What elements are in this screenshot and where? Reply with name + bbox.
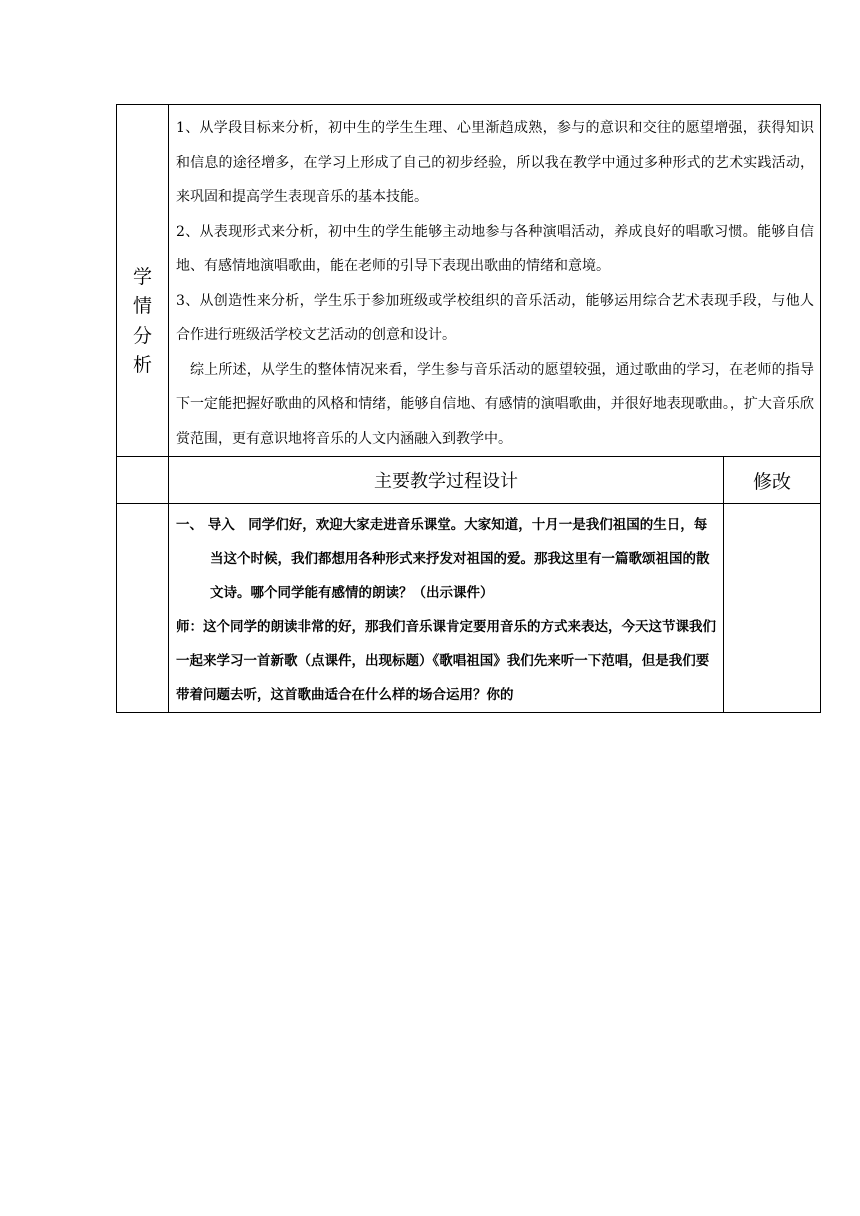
lesson-plan-table bbox=[116, 104, 821, 713]
process-paragraph-teacher: 师：这个同学的朗读非常的好，那我们音乐课肯定要用音乐的方式来表达，今天这节课我们一起来学习一首新歌（点课件，出现标题）《歌唱祖国》我们先来听一下范唱，但是我们要带着问题去听，这首歌曲适合在什么样的场合运用？你的 bbox=[176, 619, 716, 703]
process-header-row bbox=[117, 457, 821, 504]
revise-title: 修改 bbox=[752, 470, 791, 493]
student-analysis-content bbox=[169, 105, 821, 457]
process-title-cell bbox=[169, 457, 724, 504]
revise-title-cell bbox=[724, 457, 821, 504]
revise-content-cell bbox=[724, 504, 821, 713]
label-char: 分 bbox=[132, 324, 152, 347]
header-empty-cell bbox=[117, 457, 169, 504]
student-analysis-label bbox=[117, 105, 169, 457]
analysis-paragraph-2: 2、从表现形式来分析，初中生的学生能够主动地参与各种演唱活动，养成良好的唱歌习惯。能够自信地、有感情地演唱歌曲，能在老师的引导下表现出歌曲的情绪和意境。 bbox=[176, 223, 814, 274]
process-content-row bbox=[117, 504, 821, 713]
process-paragraph-intro: 一、 导入 同学们好，欢迎大家走进音乐课堂。大家知道，十月一是我们祖国的生日，每当这个时候，我们都想用各种形式来抒发对祖国的爱。那我这里有一篇歌颂祖国的散文诗。哪个同学能有感情的朗读？（出示课件） bbox=[176, 517, 710, 601]
analysis-paragraph-3: 3、从创造性来分析，学生乐于参加班级或学校组织的音乐活动，能够运用综合艺术表现手段，与他人合作进行班级活学校文艺活动的创意和设计。 bbox=[176, 292, 814, 343]
analysis-paragraph-4: 综上所述，从学生的整体情况来看，学生参与音乐活动的愿望较强，通过歌曲的学习，在老师的指导下一定能把握好歌曲的风格和情绪，能够自信地、有感情的演唱歌曲，并很好地表现歌曲。，扩大音乐欣赏范围，更有意识地将音乐的人文内涵融入到教学中。 bbox=[176, 361, 814, 447]
student-analysis-row bbox=[117, 105, 821, 457]
label-char: 析 bbox=[132, 353, 152, 376]
analysis-paragraph-1: 1、从学段目标来分析，初中生的学生生理、心里渐趋成熟，参与的意识和交往的愿望增强，获得知识和信息的途径增多，在学习上形成了自己的初步经验，所以我在教学中通过多种形式的艺术实践活动，来巩固和提高学生表现音乐的基本技能。 bbox=[176, 120, 814, 205]
process-side-cell bbox=[117, 504, 169, 713]
process-content bbox=[169, 504, 724, 713]
process-title: 主要教学过程设计 bbox=[374, 471, 518, 492]
label-char: 学 bbox=[132, 265, 152, 288]
label-char: 情 bbox=[132, 295, 152, 318]
